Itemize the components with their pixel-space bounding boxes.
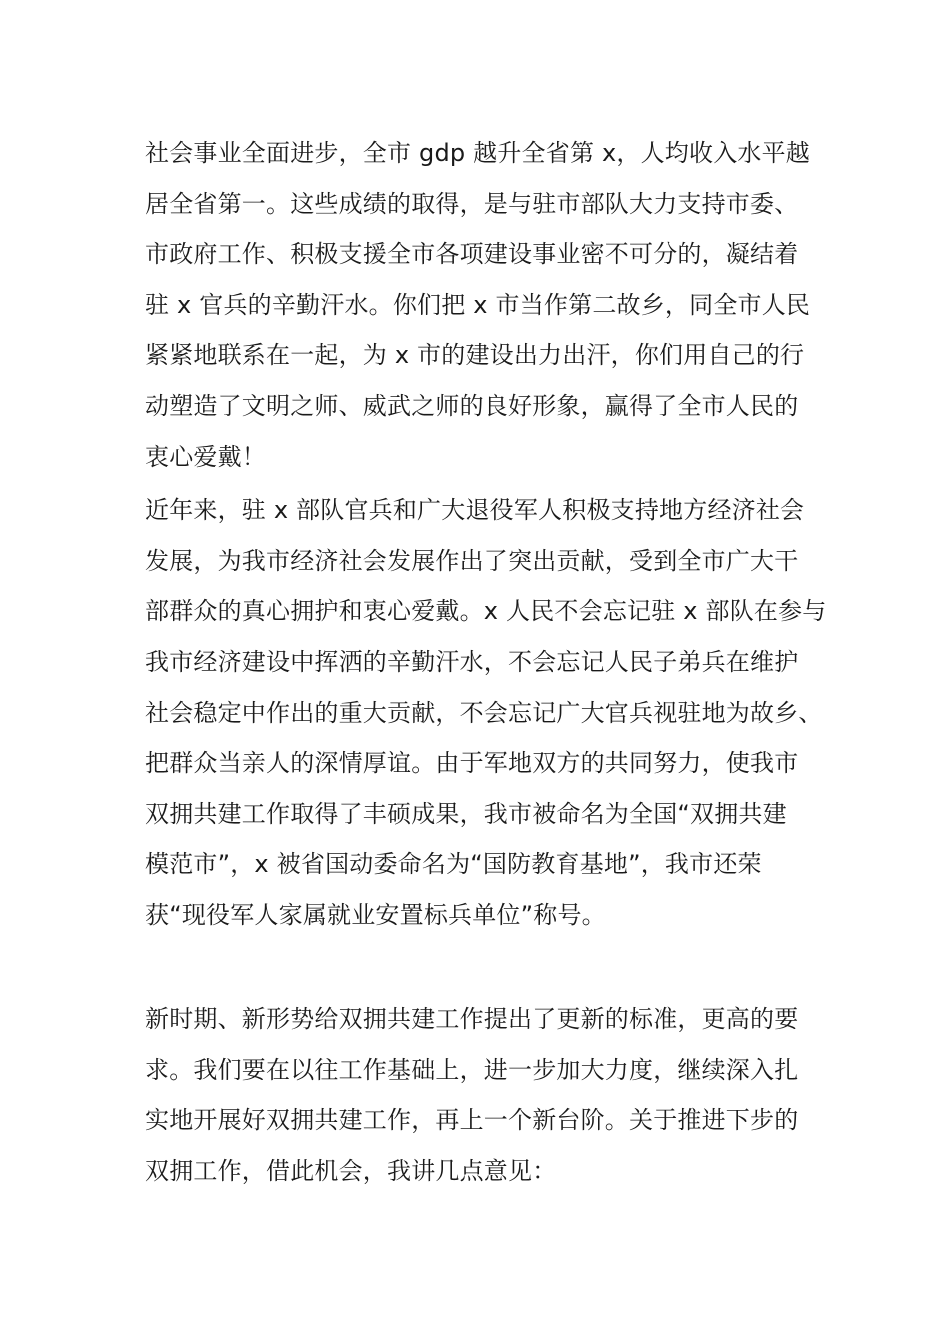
- text-line: 模范市”，x 被省国动委命名为“国防教育基地”，我市还荣: [145, 850, 762, 879]
- text-line: 发展，为我市经济社会发展作出了突出贡献，受到全市广大干: [145, 546, 799, 575]
- text-line: 社会事业全面进步，全市 gdp 越升全省第 x，人均收入水平越: [145, 139, 810, 167]
- paragraph-2: [145, 485, 825, 991]
- text-line: 部群众的真心拥护和衷心爱戴。x 人民不会忘记驻 x 部队在参与: [145, 597, 827, 626]
- text-line: 实地开展好双拥共建工作，再上一个新台阶。关于推进下步的: [145, 1106, 799, 1135]
- text-line: 近年来，驻 x 部队官兵和广大退役军人积极支持地方经济社会: [145, 496, 805, 525]
- text-line: 衷心爱戴！: [145, 442, 266, 471]
- text-line: 新时期、新形势给双拥共建工作提出了更新的标准，更高的要: [145, 1005, 799, 1034]
- text-line: 社会稳定中作出的重大贡献，不会忘记广大官兵视驻地为故乡、: [145, 698, 823, 727]
- document-body: [145, 128, 825, 1199]
- text-line: 市政府工作、积极支援全市各项建设事业密不可分的，凝结着: [145, 240, 799, 269]
- text-line: 双拥共建工作取得了丰硕成果，我市被命名为全国“双拥共建: [145, 799, 787, 828]
- text-line: 把群众当亲人的深情厚谊。由于军地双方的共同努力，使我市: [145, 749, 799, 778]
- paragraph-1: [145, 128, 825, 482]
- text-line: 动塑造了文明之师、威武之师的良好形象，赢得了全市人民的: [145, 391, 799, 420]
- text-line: 获“现役军人家属就业安置标兵单位”称号。: [145, 900, 606, 929]
- text-line: [145, 941, 825, 992]
- text-line: 紧紧地联系在一起，为 x 市的建设出力出汗，你们用自己的行: [145, 341, 805, 370]
- text-line: 我市经济建设中挥洒的辛勤汗水，不会忘记人民子弟兵在维护: [145, 647, 799, 676]
- text-line: 双拥工作，借此机会，我讲几点意见：: [145, 1156, 557, 1185]
- paragraph-3: [145, 994, 825, 1196]
- text-line: 驻 x 官兵的辛勤汗水。你们把 x 市当作第二故乡，同全市人民: [145, 290, 811, 319]
- text-line: 求。我们要在以往工作基础上，进一步加大力度，继续深入扎: [145, 1055, 799, 1084]
- text-line: 居全省第一。这些成绩的取得，是与驻市部队大力支持市委、: [145, 189, 799, 218]
